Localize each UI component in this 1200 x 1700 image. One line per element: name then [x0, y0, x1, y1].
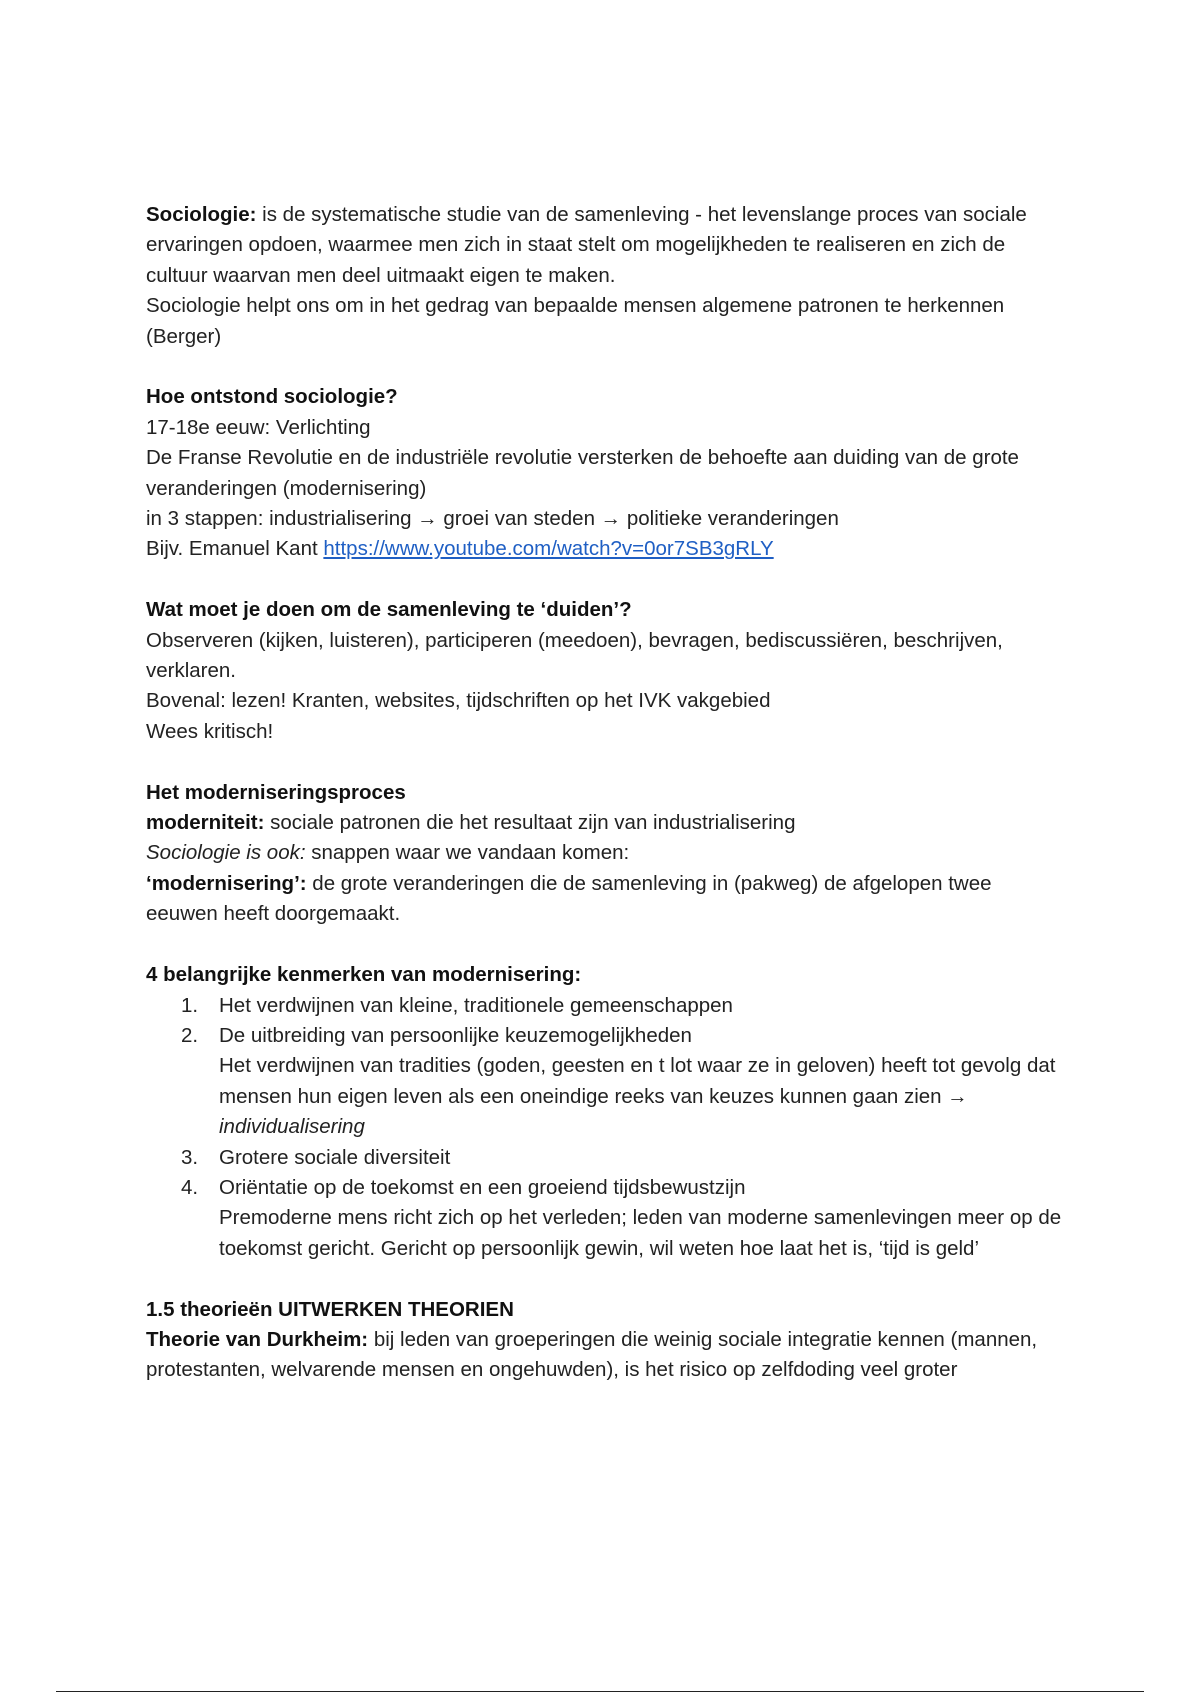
- section-duiden: [146, 595, 1066, 747]
- text-line: Observeren (kijken, luisteren), participeren (meedoen), bevragen, bediscussiëren, beschrijven, verklaren.: [146, 628, 1003, 683]
- list-item-detail: Het verdwijnen van tradities (goden, geesten en t lot waar ze in geloven) heeft tot gevolg dat mensen hun eigen leven als een oneindige reeks van keuzes kunnen gaan zien → individualisering: [219, 1054, 1056, 1139]
- section-heading: Wat moet je doen om de samenleving te ‘duiden’?: [146, 598, 632, 622]
- section-origin: [146, 382, 1066, 564]
- list-item: 3. Grotere sociale diversiteit: [146, 1143, 1066, 1173]
- list-item: 1. Het verdwijnen van kleine, traditionele gemeenschappen: [146, 991, 1066, 1021]
- section-heading: Hoe ontstond sociologie?: [146, 385, 398, 409]
- list-item: 2. De uitbreiding van persoonlijke keuzemogelijkheden Het verdwijnen van tradities (goden, geesten en t lot waar ze in geloven) heeft tot gevolg dat mensen hun eigen leven als een oneindige reeks van keuzes kunnen gaan zien → individualisering: [146, 1021, 1066, 1143]
- section-heading: 4 belangrijke kenmerken van modernisering:: [146, 963, 582, 987]
- definition-paragraph: [146, 200, 1066, 291]
- list-number: 1.: [181, 993, 199, 1017]
- text-line: Bovenal: lezen! Kranten, websites, tijdschriften op het IVK vakgebied: [146, 689, 771, 713]
- berger-paragraph: Sociologie helpt ons om in het gedrag van bepaalde mensen algemene patronen te herkennen (Berger): [146, 294, 1005, 348]
- text-line: 17-18e eeuw: Verlichting: [146, 415, 371, 439]
- youtube-link[interactable]: https://www.youtube.com/watch?v=0or7SB3gRLY: [323, 537, 774, 561]
- section-definition: [146, 200, 1066, 352]
- kant-line: Bijv. Emanuel Kant https://www.youtube.com/watch?v=0or7SB3gRLY: [146, 537, 774, 561]
- section-theorieen: [146, 1295, 1066, 1386]
- definition-text: is de systematische studie van de samenleving - het levenslange proces van sociale ervaringen opdoen, waarmee men zich in staat stelt om mogelijkheden te realiseren en zich de cultuur waarvan men deel uitmaakt eigen te maken.: [146, 203, 1027, 287]
- document-page: [146, 200, 1066, 1416]
- kenmerken-list: [146, 991, 1066, 1265]
- list-number: 4.: [181, 1175, 199, 1199]
- text-line: De Franse Revolutie en de industriële revolutie versterken de behoefte aan duiding van de grote veranderingen (modernisering): [146, 446, 1019, 500]
- term-sociologie: Sociologie:: [146, 203, 257, 226]
- modernisering-line: ‘modernisering’: de grote veranderingen die de samenleving in (pakweg) de afgelopen twee eeuwen heeft doorgemaakt.: [146, 871, 992, 926]
- sociologie-ook-line: Sociologie is ook: snappen waar we vandaan komen:: [146, 841, 630, 865]
- moderniteit-line: moderniteit: sociale patronen die het resultaat zijn van industrialisering: [146, 811, 796, 835]
- footer-divider: [56, 1691, 1144, 1692]
- text-line: in 3 stappen: industrialisering → groei van steden → politieke veranderingen: [146, 507, 839, 531]
- section-modernisering: [146, 778, 1066, 930]
- durkheim-line: Theorie van Durkheim: bij leden van groeperingen die weinig sociale integratie kennen (mannen, protestanten, welvarende mensen en ongehuwden), is het risico op zelfdoding veel groter: [146, 1327, 1038, 1382]
- section-heading: 1.5 theorieën UITWERKEN THEORIEN: [146, 1297, 514, 1321]
- text-line: Wees kritisch!: [146, 719, 274, 743]
- list-item: 4. Oriëntatie op de toekomst en een groeiend tijdsbewustzijn Premoderne mens richt zich op het verleden; leden van moderne samenlevingen meer op de toekomst gericht. Gericht op persoonlijk gewin, wil weten hoe laat het is, ‘tijd is geld’: [146, 1173, 1066, 1264]
- section-kenmerken: [146, 960, 1066, 1264]
- list-number: 3.: [181, 1145, 199, 1169]
- list-number: 2.: [181, 1023, 199, 1047]
- section-heading: Het moderniseringsproces: [146, 780, 406, 804]
- list-item-detail: Premoderne mens richt zich op het verleden; leden van moderne samenlevingen meer op de toekomst gericht. Gericht op persoonlijk gewin, wil weten hoe laat het is, ‘tijd is geld’: [219, 1206, 1062, 1260]
